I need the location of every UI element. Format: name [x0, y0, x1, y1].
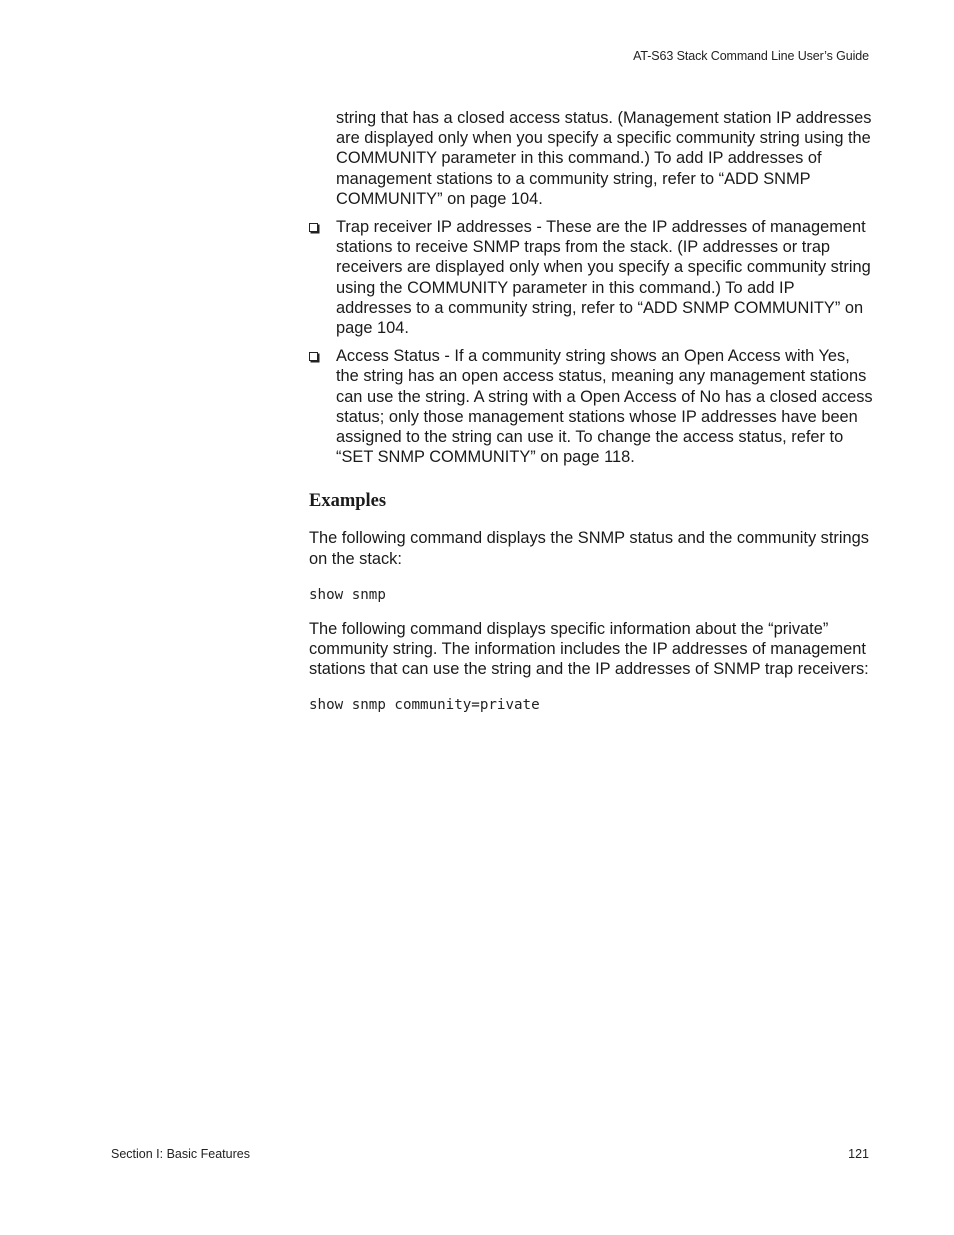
page-content — [309, 108, 874, 729]
code-example: show snmp community=private — [309, 697, 540, 714]
example-description: The following command displays the SNMP status and the community strings on the stack: — [309, 529, 869, 568]
list-item-text: Access Status - If a community string shows an Open Access with Yes, the string has an open access status, meaning any management stations can use the string. A string with a Open Access of No has a closed access status; only those management stations whose IP addresses have been assigned to the string can use it. To change the access status, refer to “SET SNMP COMMUNITY” on page 118. — [336, 347, 873, 467]
running-header: AT-S63 Stack Command Line User’s Guide — [633, 49, 869, 63]
list-item — [309, 217, 874, 338]
code-example: show snmp — [309, 586, 386, 603]
footer-section-label: Section I: Basic Features — [111, 1147, 250, 1161]
section-heading: Examples — [309, 491, 387, 512]
checkbox-bullet-icon — [309, 217, 336, 338]
page-number: 121 — [848, 1147, 869, 1161]
list-item-text: Trap receiver IP addresses - These are the IP addresses of management stations to receive SNMP traps from the stack. (IP addresses or trap receivers are displayed only when you specify a specific community string using the COMMUNITY parameter in this command.) To add IP addresses to a community string, refer to “ADD SNMP COMMUNITY” on page 104. — [336, 218, 871, 338]
list-item — [309, 346, 874, 467]
example-description: The following command displays specific information about the “private” community string. The information includes the IP addresses of management stations that can use the string and the IP addresses of SNMP trap receivers: — [309, 619, 869, 679]
continued-bullet-text: string that has a closed access status. (Management station IP addresses are displayed only when you specify a specific community string using the COMMUNITY parameter in this command.) To add IP addresses of management stations to a community string, refer to “ADD SNMP COMMUNITY” on page 104. — [336, 109, 872, 208]
checkbox-bullet-icon — [309, 346, 336, 467]
